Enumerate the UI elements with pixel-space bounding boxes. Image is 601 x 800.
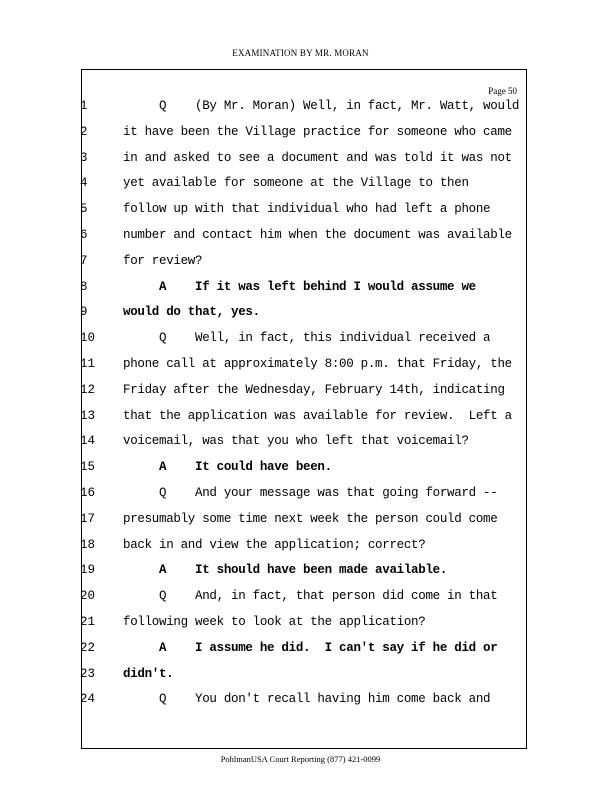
transcript-line (0, 99, 601, 123)
page-number: Page 50 (488, 86, 517, 96)
line-number: 2 (80, 124, 88, 139)
page-header: EXAMINATION BY MR. MORAN (232, 48, 369, 58)
line-number: 17 (80, 511, 96, 526)
transcript-line (0, 254, 601, 278)
transcript-line (0, 280, 601, 304)
line-number: 14 (80, 434, 96, 449)
line-text: voicemail, was that you who left that voicemail? (123, 434, 469, 449)
line-number: 4 (80, 176, 88, 191)
transcript-line (0, 202, 601, 226)
line-text: following week to look at the application? (123, 615, 426, 629)
transcript-line (0, 409, 601, 433)
line-number: 5 (80, 202, 88, 217)
line-number: 22 (80, 640, 96, 655)
line-number: 8 (80, 279, 88, 294)
line-text: A If it was left behind I would assume we (123, 279, 476, 294)
transcript-line (0, 589, 601, 613)
line-text: in and asked to see a document and was told it was not (123, 150, 512, 165)
line-text: Friday after the Wednesday, February 14th, indicating (123, 382, 505, 397)
line-number: 10 (80, 331, 96, 346)
transcript-line (0, 512, 601, 536)
transcript-line (0, 176, 601, 200)
page-footer: PohlmanUSA Court Reporting (877) 421-0099 (220, 754, 381, 764)
line-number: 9 (80, 305, 88, 320)
line-text: that the application was available for review. Left a (123, 408, 512, 423)
transcript-line (0, 331, 601, 355)
line-text: phone call at approximately 8:00 p.m. that Friday, the (123, 357, 512, 371)
line-text: A It should have been made available. (123, 563, 448, 578)
line-text: Q And your message was that going forward -- (123, 486, 498, 500)
line-text: Q You don't recall having him come back and (123, 692, 491, 707)
transcript-line (0, 641, 601, 665)
line-text: A It could have been. (123, 460, 332, 475)
transcript-line (0, 486, 601, 510)
line-text: didn't. (123, 666, 174, 681)
transcript-line (0, 125, 601, 149)
line-number: 23 (80, 666, 96, 681)
line-number: 20 (80, 589, 96, 604)
line-text: number and contact him when the document was available (123, 228, 512, 242)
line-number: 7 (80, 253, 88, 268)
line-text: Q (By Mr. Moran) Well, in fact, Mr. Watt, would (123, 99, 520, 113)
line-number: 15 (80, 460, 96, 475)
line-text: presumably some time next week the person could come (123, 511, 498, 526)
line-number: 13 (80, 408, 96, 423)
transcript-line (0, 383, 601, 407)
transcript-line (0, 228, 601, 252)
line-number: 21 (80, 615, 96, 629)
line-text: it have been the Village practice for someone who came (123, 124, 512, 139)
line-number: 16 (80, 486, 96, 500)
transcript-line (0, 305, 601, 329)
line-number: 3 (80, 150, 88, 165)
line-number: 19 (80, 563, 96, 578)
line-text: A I assume he did. I can't say if he did or (123, 640, 498, 655)
line-text: back in and view the application; correct? (123, 537, 426, 552)
line-number: 24 (80, 692, 96, 707)
line-text: Q Well, in fact, this individual received a (123, 331, 491, 346)
line-text: yet available for someone at the Village to then (123, 176, 469, 191)
line-text: follow up with that individual who had left a phone (123, 202, 491, 217)
transcript-line (0, 563, 601, 587)
line-text: would do that, yes. (123, 305, 260, 320)
transcript-line (0, 151, 601, 175)
line-text: for review? (123, 253, 203, 268)
transcript-line (0, 692, 601, 716)
transcript-line (0, 538, 601, 562)
line-number: 12 (80, 382, 96, 397)
line-number: 18 (80, 537, 96, 552)
transcript-line (0, 615, 601, 639)
transcript-line (0, 667, 601, 691)
transcript-line (0, 434, 601, 458)
line-number: 6 (80, 228, 88, 242)
transcript-line (0, 460, 601, 484)
transcript-line (0, 357, 601, 381)
line-text: Q And, in fact, that person did come in that (123, 589, 498, 604)
line-number: 1 (80, 99, 88, 113)
line-number: 11 (80, 357, 96, 371)
